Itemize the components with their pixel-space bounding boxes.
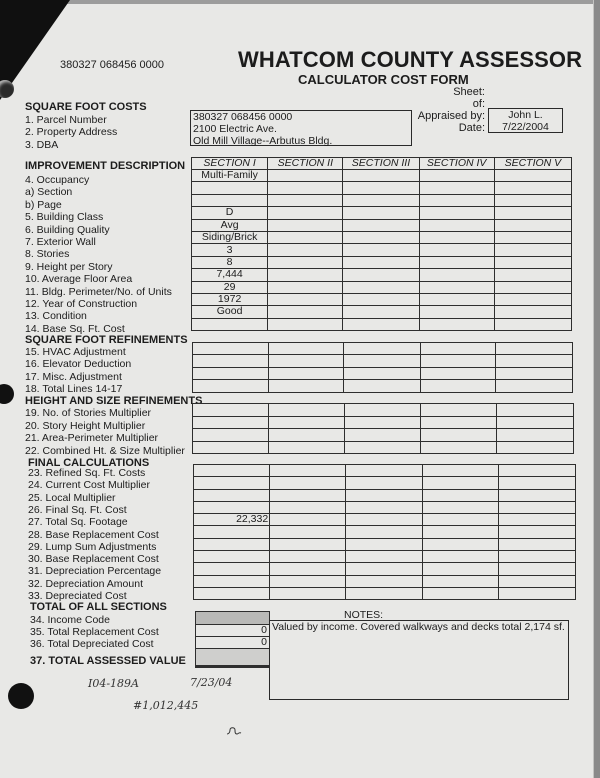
section-5-cell[interactable]	[494, 269, 571, 281]
final-calculations-heading: FINAL CALCULATIONS	[28, 457, 150, 469]
section-5-cell[interactable]	[494, 244, 571, 256]
section-5-cell[interactable]	[498, 563, 575, 575]
section-1-header: SECTION I	[192, 158, 268, 170]
row-label: 31. Depreciation Percentage	[28, 565, 162, 578]
section-5-cell[interactable]	[498, 465, 575, 477]
improvement-table	[191, 157, 572, 331]
section-1-cell[interactable]: Avg	[192, 219, 268, 231]
section-3-cell[interactable]	[346, 526, 422, 538]
table-row	[192, 306, 572, 318]
handwritten-date: 7/23/04	[190, 676, 233, 689]
table-row	[194, 575, 576, 587]
section-1-cell[interactable]	[193, 380, 269, 392]
table-row	[194, 587, 576, 599]
row-label: 25. Local Multiplier	[28, 491, 116, 504]
row-label: 33. Depreciated Cost	[28, 590, 127, 602]
table-row	[194, 551, 576, 563]
section-1-cell[interactable]	[194, 587, 270, 599]
section-2-cell[interactable]	[270, 526, 346, 538]
section-1-cell[interactable]	[193, 441, 269, 454]
parcel-number-header: 380327 068456 0000	[60, 59, 164, 71]
section-1-cell[interactable]	[193, 367, 269, 379]
section-5-cell[interactable]	[496, 416, 573, 429]
section-1-cell[interactable]	[194, 477, 270, 489]
section-4-cell[interactable]	[419, 207, 494, 219]
row-label: 11. Bldg. Perimeter/No. of Units	[25, 285, 172, 298]
section-5-cell[interactable]	[498, 489, 575, 501]
row-label: 19. No. of Stories Multiplier	[25, 407, 152, 419]
section-2-cell[interactable]	[270, 551, 346, 563]
section-4-header: SECTION IV	[419, 158, 494, 170]
table-row	[192, 281, 572, 293]
section-3-cell[interactable]	[346, 538, 422, 550]
row-label: a) Section	[25, 186, 73, 199]
section-3-cell[interactable]	[344, 429, 420, 442]
total-depreciated-cost-label: 36. Total Depreciated Cost	[30, 638, 154, 650]
height-size-heading: HEIGHT AND SIZE REFINEMENTS	[25, 395, 203, 407]
row-label: 22. Combined Ht. & Size Multiplier	[25, 444, 185, 457]
section-3-cell[interactable]	[346, 465, 422, 477]
row-label: 29. Lump Sum Adjustments	[28, 540, 157, 553]
section-1-cell[interactable]: Good	[192, 306, 268, 318]
table-row	[192, 256, 572, 268]
section-1-cell[interactable]	[194, 575, 270, 587]
table-row	[193, 355, 573, 367]
section-4-cell[interactable]	[419, 182, 494, 194]
section-2-cell[interactable]	[270, 514, 346, 526]
row-label: 32. Depreciation Amount	[28, 577, 143, 590]
total-depreciated-cost-value: 0	[196, 637, 270, 649]
section-2-cell[interactable]	[270, 465, 346, 477]
total-assessed-value-label: 37. TOTAL ASSESSED VALUE	[30, 655, 186, 667]
section-3-cell[interactable]	[343, 207, 419, 219]
row-label: 9. Height per Story	[25, 260, 113, 273]
section-2-cell[interactable]	[268, 269, 343, 281]
section-1-cell[interactable]: 3	[192, 244, 268, 256]
table-row	[192, 244, 572, 256]
section-2-cell[interactable]	[270, 489, 346, 501]
totals-table	[195, 611, 270, 668]
of-label: of:	[472, 98, 485, 110]
section-1-cell[interactable]: 1972	[192, 293, 268, 305]
section-5-cell[interactable]	[494, 194, 571, 206]
row-label: 30. Base Replacement Cost	[28, 553, 159, 566]
table-row	[192, 269, 572, 281]
section-5-cell[interactable]	[494, 219, 571, 231]
section-5-cell[interactable]	[498, 514, 575, 526]
section-3-cell[interactable]	[346, 575, 422, 587]
section-1-cell[interactable]: D	[192, 207, 268, 219]
section-3-cell[interactable]	[343, 194, 419, 206]
parcel-number-label: 1. Parcel Number	[25, 114, 107, 126]
section-4-cell[interactable]	[419, 281, 494, 293]
section-4-cell[interactable]	[419, 219, 494, 231]
table-row	[193, 404, 574, 417]
section-4-cell[interactable]	[419, 269, 494, 281]
section-5-cell[interactable]	[498, 526, 575, 538]
section-5-cell[interactable]	[496, 441, 573, 454]
section-3-cell[interactable]	[343, 293, 419, 305]
section-4-cell[interactable]	[421, 429, 496, 442]
section-1-cell[interactable]	[192, 194, 268, 206]
section-3-cell[interactable]	[344, 355, 420, 367]
section-1-cell[interactable]: Multi-Family	[192, 170, 268, 182]
section-4-cell[interactable]	[422, 538, 498, 550]
row-label: b) Page	[25, 198, 62, 211]
table-row	[194, 538, 576, 550]
section-3-cell[interactable]	[344, 416, 420, 429]
row-label: 17. Misc. Adjustment	[25, 370, 122, 383]
row-label: 26. Final Sq. Ft. Cost	[28, 503, 127, 516]
section-5-cell[interactable]	[494, 182, 571, 194]
section-5-cell[interactable]	[496, 404, 573, 417]
section-3-cell[interactable]	[346, 587, 422, 599]
table-row	[194, 489, 576, 501]
section-4-cell[interactable]	[422, 465, 498, 477]
section-4-cell[interactable]	[421, 441, 496, 454]
sheet-label: Sheet:	[453, 86, 485, 98]
section-1-cell[interactable]: 29	[192, 281, 268, 293]
handwritten-code: I04-189A	[88, 677, 139, 690]
initials-signature-icon	[226, 726, 242, 736]
total-replacement-cost-value: 0	[196, 625, 270, 637]
section-4-cell[interactable]	[420, 367, 495, 379]
income-code-value	[196, 612, 270, 625]
appraiser-box	[488, 108, 563, 133]
dba-value: Old Mill Village--Arbutus Bldg.	[193, 135, 333, 147]
row-label: 12. Year of Construction	[25, 298, 138, 310]
section-1-cell[interactable]	[194, 489, 270, 501]
table-row	[194, 477, 576, 489]
section-3-cell[interactable]	[343, 281, 419, 293]
appraised-by-label: Appraised by:	[417, 110, 485, 122]
improvement-description-heading: IMPROVEMENT DESCRIPTION	[25, 160, 186, 172]
section-5-cell[interactable]	[494, 256, 571, 268]
row-label: 4. Occupancy	[25, 174, 90, 186]
section-2-cell[interactable]	[268, 306, 343, 318]
section-3-cell[interactable]	[346, 563, 422, 575]
section-3-cell[interactable]	[344, 380, 420, 392]
section-2-cell[interactable]	[269, 404, 344, 417]
row-label: 8. Stories	[25, 248, 70, 261]
section-5-cell[interactable]	[496, 429, 573, 442]
final-calculations-table	[193, 464, 576, 600]
section-2-cell[interactable]	[269, 355, 344, 367]
section-1-cell[interactable]: 7,444	[192, 269, 268, 281]
section-1-cell[interactable]	[194, 563, 270, 575]
table-row	[193, 416, 574, 429]
section-2-header: SECTION II	[268, 158, 343, 170]
date-label: Date:	[458, 122, 485, 134]
row-label: 16. Elevator Deduction	[25, 358, 132, 371]
row-label: 14. Base Sq. Ft. Cost	[25, 322, 125, 335]
row-label: 28. Base Replacement Cost	[28, 528, 159, 541]
section-3-cell[interactable]	[346, 551, 422, 563]
section-4-cell[interactable]	[422, 526, 498, 538]
row-label: 5. Building Class	[25, 211, 104, 224]
section-2-cell[interactable]	[270, 575, 346, 587]
table-row	[194, 514, 576, 526]
square-foot-costs-heading: SQUARE FOOT COSTS	[25, 101, 147, 113]
section-4-cell[interactable]	[419, 256, 494, 268]
section-2-cell[interactable]	[270, 587, 346, 599]
height-size-table	[192, 403, 574, 454]
table-row	[193, 441, 574, 454]
form-title: WHATCOM COUNTY ASSESSOR	[238, 47, 583, 72]
section-2-cell[interactable]	[268, 207, 343, 219]
table-row	[192, 219, 572, 231]
section-header-row	[192, 158, 572, 170]
section-2-cell[interactable]	[268, 170, 343, 182]
section-1-cell[interactable]	[194, 465, 270, 477]
section-3-cell[interactable]	[344, 404, 420, 417]
table-row	[194, 501, 576, 513]
section-3-cell[interactable]	[346, 514, 422, 526]
section-1-cell[interactable]	[193, 343, 269, 355]
section-2-cell[interactable]	[269, 429, 344, 442]
handwritten-initials	[226, 726, 242, 739]
section-2-cell[interactable]	[270, 477, 346, 489]
section-5-cell[interactable]	[494, 231, 571, 243]
table-row	[192, 170, 572, 182]
section-4-cell[interactable]	[421, 416, 496, 429]
section-4-cell[interactable]	[420, 343, 495, 355]
section-1-cell[interactable]	[192, 318, 268, 330]
section-5-cell[interactable]	[494, 281, 571, 293]
section-2-cell[interactable]	[269, 380, 344, 392]
section-5-cell[interactable]	[498, 551, 575, 563]
notes-label: NOTES:	[344, 609, 384, 621]
property-address-value: 2100 Electric Ave.	[193, 123, 277, 135]
section-5-cell[interactable]	[495, 380, 572, 392]
section-3-cell[interactable]	[344, 441, 420, 454]
notes-text: Valued by income. Covered walkways and decks total 2,174 sf.	[272, 621, 565, 633]
property-address-label: 2. Property Address	[25, 126, 118, 138]
section-5-cell[interactable]	[495, 343, 572, 355]
section-4-cell[interactable]	[419, 318, 494, 330]
section-1-cell[interactable]	[193, 429, 269, 442]
income-code-label: 34. Income Code	[30, 614, 110, 626]
total-assessed-value-value	[196, 649, 270, 667]
section-5-cell[interactable]	[494, 306, 571, 318]
section-1-cell[interactable]	[193, 404, 269, 417]
section-5-cell[interactable]	[498, 587, 575, 599]
table-row	[193, 429, 574, 442]
section-1-cell[interactable]: 8	[192, 256, 268, 268]
section-2-cell[interactable]	[269, 441, 344, 454]
row-label: 23. Refined Sq. Ft. Costs	[28, 467, 146, 479]
section-3-cell[interactable]	[343, 306, 419, 318]
section-5-cell[interactable]	[498, 538, 575, 550]
sf-refinements-heading: SQUARE FOOT REFINEMENTS	[25, 334, 188, 346]
property-info-box	[190, 110, 412, 146]
section-3-cell[interactable]	[343, 244, 419, 256]
table-row	[192, 194, 572, 206]
section-4-cell[interactable]	[419, 170, 494, 182]
section-1-cell[interactable]: 22,332	[194, 514, 270, 526]
punch-hole	[8, 683, 34, 709]
table-row	[192, 293, 572, 305]
section-5-cell[interactable]	[495, 355, 572, 367]
section-5-cell[interactable]	[494, 293, 571, 305]
section-5-cell[interactable]	[498, 575, 575, 587]
parcel-number-value: 380327 068456 0000	[193, 111, 293, 123]
section-5-cell[interactable]	[495, 367, 572, 379]
section-3-cell[interactable]	[343, 170, 419, 182]
table-row	[194, 526, 576, 538]
table-row	[192, 207, 572, 219]
section-4-cell[interactable]	[420, 380, 495, 392]
section-3-header: SECTION III	[343, 158, 419, 170]
section-2-cell[interactable]	[268, 318, 343, 330]
row-label: 15. HVAC Adjustment	[25, 346, 126, 358]
row-label: 18. Total Lines 14-17	[25, 383, 123, 396]
section-4-cell[interactable]	[420, 355, 495, 367]
section-2-cell[interactable]	[269, 367, 344, 379]
section-4-cell[interactable]	[422, 563, 498, 575]
section-2-cell[interactable]	[268, 256, 343, 268]
table-row	[193, 367, 573, 379]
table-row	[192, 318, 572, 330]
section-3-cell[interactable]	[346, 477, 422, 489]
section-5-cell[interactable]	[498, 477, 575, 489]
dba-label: 3. DBA	[25, 139, 59, 151]
sf-refinements-table	[192, 342, 573, 393]
table-row	[193, 343, 573, 355]
row-label: 6. Building Quality	[25, 223, 110, 236]
section-4-cell[interactable]	[422, 575, 498, 587]
table-row	[194, 465, 576, 477]
section-4-cell[interactable]	[422, 501, 498, 513]
section-5-cell[interactable]	[498, 501, 575, 513]
table-row	[192, 182, 572, 194]
section-4-cell[interactable]	[419, 293, 494, 305]
total-replacement-cost-label: 35. Total Replacement Cost	[30, 626, 159, 638]
section-2-cell[interactable]	[268, 219, 343, 231]
section-1-cell[interactable]	[194, 501, 270, 513]
section-1-cell[interactable]	[193, 355, 269, 367]
table-row	[194, 563, 576, 575]
row-label: 13. Condition	[25, 310, 87, 323]
section-2-cell[interactable]	[268, 293, 343, 305]
section-3-cell[interactable]	[344, 343, 420, 355]
section-2-cell[interactable]	[270, 538, 346, 550]
section-1-cell[interactable]	[194, 526, 270, 538]
notes-box	[269, 620, 569, 700]
section-5-cell[interactable]	[494, 207, 571, 219]
section-3-cell[interactable]	[343, 231, 419, 243]
form-subtitle: CALCULATOR COST FORM	[298, 72, 469, 87]
section-3-cell[interactable]	[344, 367, 420, 379]
section-3-cell[interactable]	[346, 489, 422, 501]
section-4-cell[interactable]	[419, 244, 494, 256]
section-1-cell[interactable]	[193, 416, 269, 429]
section-3-cell[interactable]	[343, 269, 419, 281]
totals-heading: TOTAL OF ALL SECTIONS	[30, 601, 167, 613]
section-4-cell[interactable]	[422, 514, 498, 526]
section-5-cell[interactable]	[494, 170, 571, 182]
section-1-cell[interactable]	[194, 538, 270, 550]
section-3-cell[interactable]	[343, 318, 419, 330]
section-4-cell[interactable]	[422, 587, 498, 599]
section-3-cell[interactable]	[343, 256, 419, 268]
section-2-cell[interactable]	[268, 231, 343, 243]
row-label: 20. Story Height Multiplier	[25, 419, 146, 432]
row-label: 27. Total Sq. Footage	[28, 516, 128, 529]
section-3-cell[interactable]	[346, 501, 422, 513]
section-4-cell[interactable]	[419, 194, 494, 206]
table-row	[193, 380, 573, 392]
date-value: 7/22/2004	[502, 121, 549, 133]
section-4-cell[interactable]	[419, 306, 494, 318]
section-1-cell[interactable]	[194, 551, 270, 563]
section-4-cell[interactable]	[422, 551, 498, 563]
section-2-cell[interactable]	[270, 501, 346, 513]
section-3-cell[interactable]	[343, 182, 419, 194]
page-right-edge	[594, 0, 600, 778]
table-row	[192, 231, 572, 243]
section-2-cell[interactable]	[269, 343, 344, 355]
row-label: 7. Exterior Wall	[25, 236, 96, 248]
row-label: 21. Area-Perimeter Multiplier	[25, 432, 159, 445]
section-4-cell[interactable]	[422, 489, 498, 501]
section-1-cell[interactable]	[192, 182, 268, 194]
handwritten-amount: #1,012,445	[133, 699, 199, 712]
section-5-cell[interactable]	[494, 318, 571, 330]
section-5-header: SECTION V	[494, 158, 571, 170]
section-1-cell[interactable]: Siding/Brick	[192, 231, 268, 243]
section-2-cell[interactable]	[268, 194, 343, 206]
section-2-cell[interactable]	[268, 182, 343, 194]
section-4-cell[interactable]	[419, 231, 494, 243]
row-label: 10. Average Floor Area	[25, 273, 133, 286]
row-label: 24. Current Cost Multiplier	[28, 479, 150, 492]
section-4-cell[interactable]	[422, 477, 498, 489]
section-2-cell[interactable]	[269, 416, 344, 429]
section-3-cell[interactable]	[343, 219, 419, 231]
section-2-cell[interactable]	[270, 563, 346, 575]
section-2-cell[interactable]	[268, 281, 343, 293]
section-4-cell[interactable]	[421, 404, 496, 417]
section-2-cell[interactable]	[268, 244, 343, 256]
appraised-by-value: John L.	[508, 109, 543, 121]
